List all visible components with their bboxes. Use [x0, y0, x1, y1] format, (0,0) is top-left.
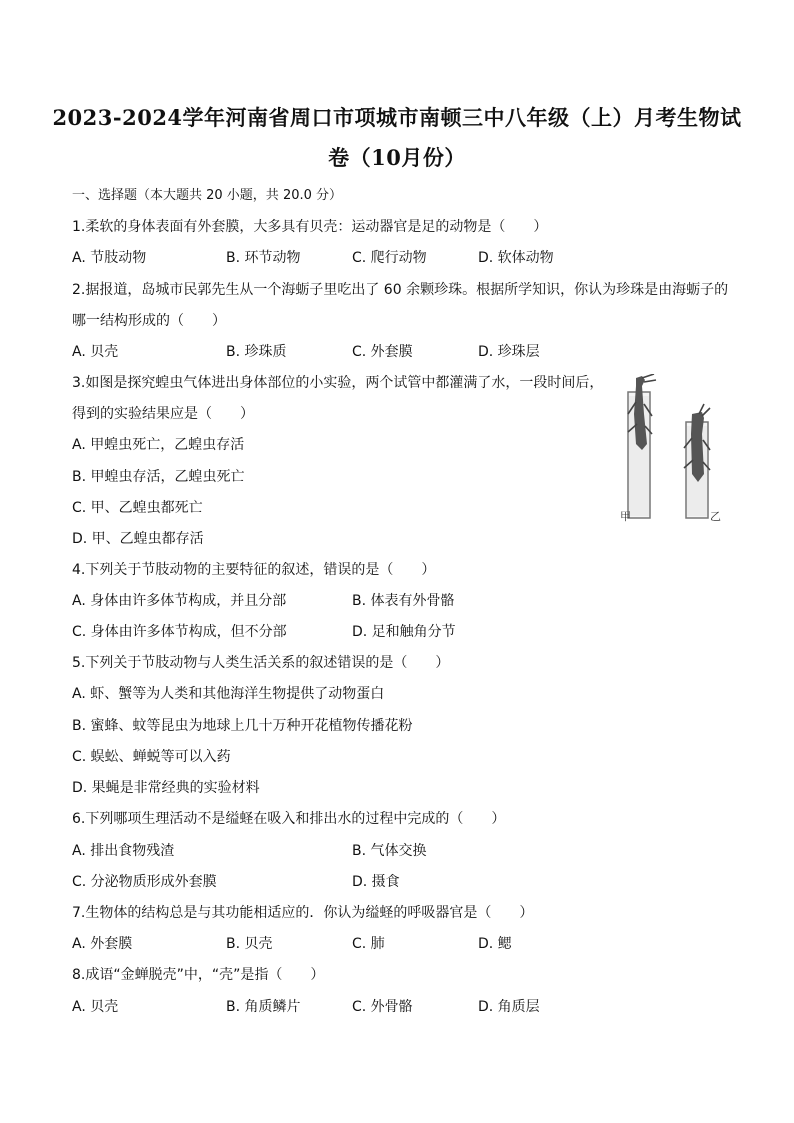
question-2-stem-line-2: 哪一结构形成的（ ）: [72, 313, 226, 329]
question-4-option-c: C. 身体由许多体节构成，但不分部: [72, 624, 287, 640]
figure-label-yi: 乙: [710, 510, 721, 523]
question-2-option-b: B. 珍珠质: [226, 344, 287, 360]
test-tube-illustration: [614, 374, 726, 524]
question-8-stem: 8.成语“金蝉脱壳”中，“壳”是指（ ）: [72, 967, 325, 983]
question-8-option-a: A. 贝壳: [72, 999, 119, 1015]
question-1-option-b: B. 环节动物: [226, 250, 301, 266]
section-heading: 一、选择题（本大题共 20 小题，共 20.0 分）: [72, 188, 343, 203]
question-5-option-d: D. 果蝇是非常经典的实验材料: [72, 780, 260, 796]
question-3-stem-line-2: 得到的实验结果应是（ ）: [72, 406, 254, 422]
locust-test-tube-figure: [614, 374, 726, 524]
locust-yi-icon: [691, 412, 704, 482]
question-4-option-d: D. 足和触角分节: [352, 624, 456, 640]
question-7-stem: 7.生物体的结构总是与其功能相适应的．你认为缢蛏的呼吸器官是（ ）: [72, 905, 534, 921]
question-2-stem-line-1: 2.据报道，岛城市民郭先生从一个海蛎子里吃出了 60 余颗珍珠。根据所学知识，你认为珍珠是由海蛎子的: [72, 282, 729, 298]
question-5-option-a: A. 虾、蟹等为人类和其他海洋生物提供了动物蛋白: [72, 686, 385, 702]
question-5-option-c: C. 蜈蚣、蝉蜕等可以入药: [72, 749, 231, 765]
question-8-option-b: B. 角质鳞片: [226, 999, 301, 1015]
question-7-option-c: C. 肺: [352, 936, 385, 952]
question-6-option-b: B. 气体交换: [352, 843, 427, 859]
figure-label-jia: 甲: [620, 510, 631, 523]
question-7-option-a: A. 外套膜: [72, 936, 133, 952]
question-3-option-c: C. 甲、乙蝗虫都死亡: [72, 500, 203, 516]
question-2-option-d: D. 珍珠层: [478, 344, 540, 360]
question-4-option-b: B. 体表有外骨骼: [352, 593, 455, 609]
question-3-option-d: D. 甲、乙蝗虫都存活: [72, 531, 204, 547]
question-3-option-b: B. 甲蝗虫存活，乙蝗虫死亡: [72, 469, 245, 485]
question-1-option-a: A. 节肢动物: [72, 250, 147, 266]
question-6-option-d: D. 摄食: [352, 874, 400, 890]
question-4-stem: 4.下列关于节肢动物的主要特征的叙述，错误的是（ ）: [72, 562, 436, 578]
question-5-stem: 5.下列关于节肢动物与人类生活关系的叙述错误的是（ ）: [72, 655, 450, 671]
question-3-stem-line-1: 3.如图是探究蝗虫气体进出身体部位的小实验，两个试管中都灌满了水，一段时间后，: [72, 375, 604, 391]
question-4-option-a: A. 身体由许多体节构成，并且分部: [72, 593, 287, 609]
question-7-option-b: B. 贝壳: [226, 936, 273, 952]
question-1-stem: 1.柔软的身体表面有外套膜，大多具有贝壳：运动器官是足的动物是（ ）: [72, 219, 548, 235]
question-2-option-a: A. 贝壳: [72, 344, 119, 360]
question-7-option-d: D. 鳃: [478, 936, 512, 952]
question-6-option-a: A. 排出食物残渣: [72, 843, 175, 859]
exam-title-line-2: 卷（10月份）: [328, 145, 466, 170]
question-6-option-c: C. 分泌物质形成外套膜: [72, 874, 217, 890]
question-2-option-c: C. 外套膜: [352, 344, 413, 360]
question-3-option-a: A. 甲蝗虫死亡，乙蝗虫存活: [72, 437, 245, 453]
question-1-option-d: D. 软体动物: [478, 250, 554, 266]
exam-title-line-1: 2023-2024学年河南省周口市项城市南顿三中八年级（上）月考生物试: [52, 105, 742, 130]
question-1-option-c: C. 爬行动物: [352, 250, 427, 266]
question-6-stem: 6.下列哪项生理活动不是缢蛏在吸入和排出水的过程中完成的（ ）: [72, 811, 506, 827]
question-8-option-c: C. 外骨骼: [352, 999, 413, 1015]
question-8-option-d: D. 角质层: [478, 999, 540, 1015]
question-5-option-b: B. 蜜蜂、蚊等昆虫为地球上几十万种开花植物传播花粉: [72, 718, 413, 734]
